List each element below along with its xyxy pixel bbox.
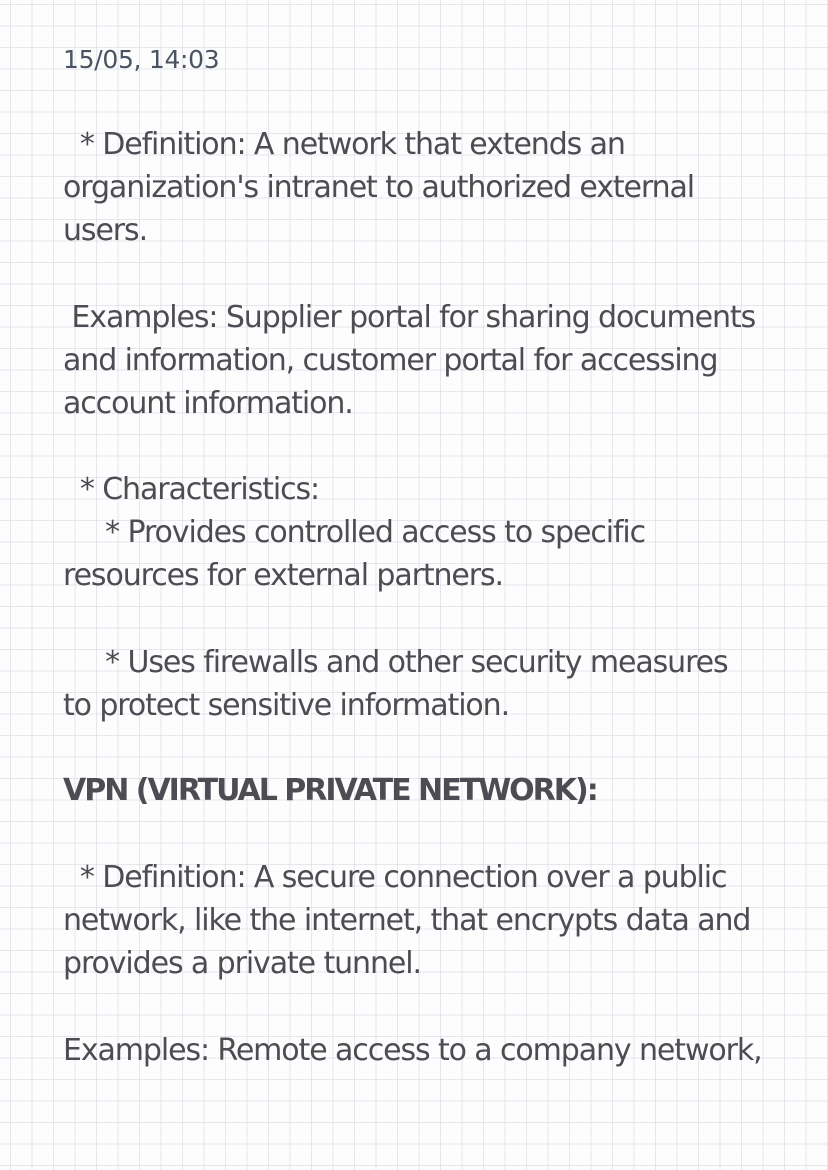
extranet-definition-line-3: users.	[63, 213, 148, 248]
vpn-definition-line-2: network, like the internet, that encrypts data and	[63, 903, 751, 938]
extranet-examples-line-3: account information.	[63, 386, 353, 421]
characteristics-heading: * Characteristics:	[63, 472, 320, 507]
extranet-definition-line-1: * Definition: A network that extends an	[63, 127, 625, 162]
extranet-examples-line-1: Examples: Supplier portal for sharing documents	[63, 300, 756, 335]
vpn-definition-line-3: provides a private tunnel.	[63, 946, 421, 981]
characteristic-1-line-1: * Provides controlled access to specific	[63, 515, 646, 550]
characteristic-2-line-2: to protect sensitive information.	[63, 688, 510, 723]
vpn-heading: VPN (VIRTUAL PRIVATE NETWORK):	[63, 773, 597, 808]
characteristic-2-line-1: * Uses firewalls and other security measures	[63, 645, 728, 680]
vpn-examples-line-1: Examples: Remote access to a company network,	[63, 1033, 762, 1068]
note-timestamp: 15/05, 14:03	[63, 45, 220, 74]
vpn-definition-line-1: * Definition: A secure connection over a public	[63, 860, 727, 895]
extranet-examples-line-2: and information, customer portal for accessing	[63, 343, 718, 378]
extranet-definition-line-2: organization's intranet to authorized external	[63, 170, 695, 205]
characteristic-1-line-2: resources for external partners.	[63, 558, 503, 593]
